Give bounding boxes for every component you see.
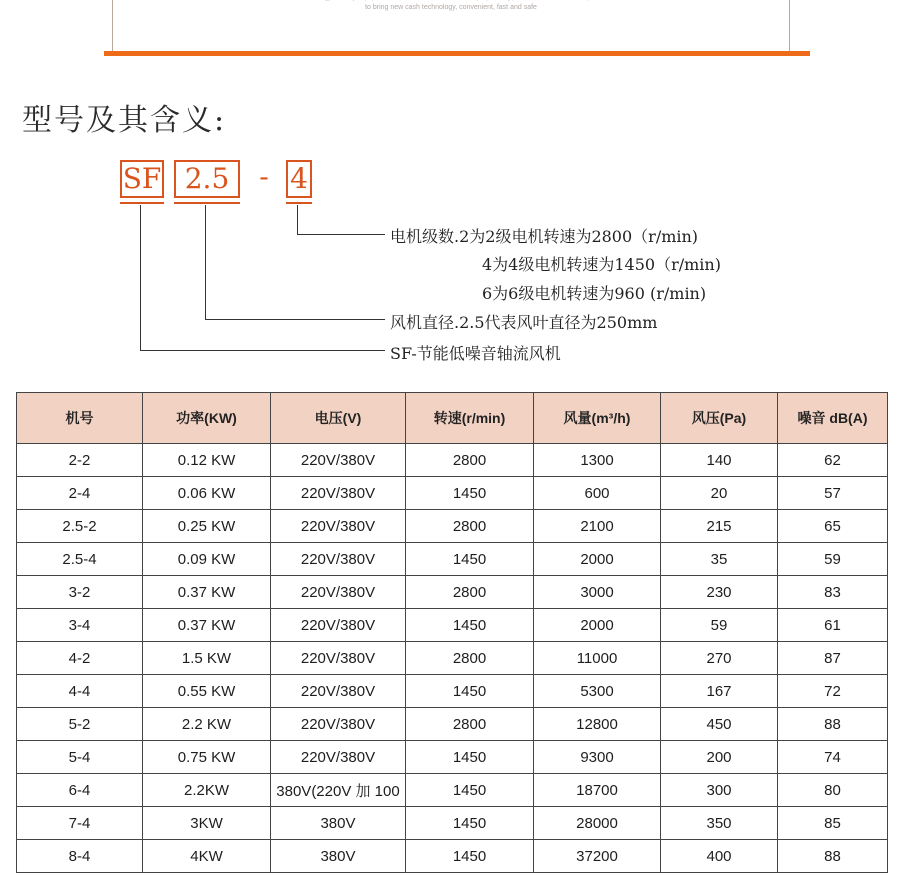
table-row xyxy=(17,741,888,774)
cell-model: 2-2 xyxy=(17,444,143,477)
table-row xyxy=(17,774,888,807)
cell-power: 2.2 KW xyxy=(143,708,271,741)
cell-voltage: 380V xyxy=(271,840,406,873)
cell-pressure: 20 xyxy=(661,477,778,510)
cell-noise: 87 xyxy=(778,642,888,675)
diameter-leader-horizontal xyxy=(205,319,385,320)
cell-airflow: 37200 xyxy=(534,840,661,873)
spec-table xyxy=(16,392,888,873)
cell-noise: 65 xyxy=(778,510,888,543)
cell-model: 3-2 xyxy=(17,576,143,609)
cell-airflow: 1300 xyxy=(534,444,661,477)
cell-airflow: 12800 xyxy=(534,708,661,741)
model-code-poles: 4 xyxy=(286,160,312,198)
header-power: 功率(KW) xyxy=(143,393,271,444)
cell-pressure: 450 xyxy=(661,708,778,741)
cell-voltage: 220V/380V xyxy=(271,444,406,477)
cell-power: 0.25 KW xyxy=(143,510,271,543)
cell-noise: 62 xyxy=(778,444,888,477)
table-row xyxy=(17,609,888,642)
table-row xyxy=(17,807,888,840)
cell-power: 4KW xyxy=(143,840,271,873)
cell-speed: 2800 xyxy=(406,510,534,543)
cell-power: 0.37 KW xyxy=(143,576,271,609)
header-speed: 转速(r/min) xyxy=(406,393,534,444)
cell-speed: 1450 xyxy=(406,807,534,840)
cell-model: 3-4 xyxy=(17,609,143,642)
cell-pressure: 300 xyxy=(661,774,778,807)
cell-airflow: 3000 xyxy=(534,576,661,609)
table-row xyxy=(17,444,888,477)
cell-pressure: 215 xyxy=(661,510,778,543)
cell-model: 8-4 xyxy=(17,840,143,873)
cell-airflow: 9300 xyxy=(534,741,661,774)
table-row xyxy=(17,675,888,708)
cell-speed: 1450 xyxy=(406,774,534,807)
cell-model: 6-4 xyxy=(17,774,143,807)
table-row xyxy=(17,840,888,873)
cell-speed: 1450 xyxy=(406,840,534,873)
cell-power: 0.09 KW xyxy=(143,543,271,576)
table-row xyxy=(17,708,888,741)
series-annotation: SF-节能低噪音轴流风机 xyxy=(390,344,561,363)
table-row xyxy=(17,510,888,543)
cell-airflow: 2000 xyxy=(534,609,661,642)
section-title: 型号及其含义: xyxy=(22,103,227,138)
cell-pressure: 200 xyxy=(661,741,778,774)
cell-pressure: 230 xyxy=(661,576,778,609)
cell-airflow: 5300 xyxy=(534,675,661,708)
cell-power: 0.75 KW xyxy=(143,741,271,774)
poles-annotation-line3: 6为6级电机转速为960 (r/min) xyxy=(482,284,707,303)
cell-pressure: 400 xyxy=(661,840,778,873)
cell-noise: 88 xyxy=(778,840,888,873)
diameter-leader-vertical xyxy=(205,205,206,320)
cell-noise: 72 xyxy=(778,675,888,708)
banner-frame xyxy=(112,0,790,52)
cell-voltage: 220V/380V xyxy=(271,543,406,576)
table-row xyxy=(17,477,888,510)
cell-model: 5-2 xyxy=(17,708,143,741)
cell-voltage: 220V/380V xyxy=(271,477,406,510)
cell-speed: 2800 xyxy=(406,444,534,477)
cell-model: 5-4 xyxy=(17,741,143,774)
table-row xyxy=(17,543,888,576)
cell-speed: 1450 xyxy=(406,477,534,510)
cell-voltage: 380V(220V 加 100 xyxy=(271,774,406,807)
series-leader-horizontal xyxy=(140,350,385,351)
poles-leader-horizontal xyxy=(297,234,385,235)
cell-noise: 61 xyxy=(778,609,888,642)
cell-noise: 59 xyxy=(778,543,888,576)
table-row xyxy=(17,642,888,675)
poles-leader-vertical xyxy=(297,205,298,235)
cell-pressure: 59 xyxy=(661,609,778,642)
series-underline xyxy=(120,202,164,204)
cell-voltage: 220V/380V xyxy=(271,642,406,675)
cell-pressure: 140 xyxy=(661,444,778,477)
cell-model: 2-4 xyxy=(17,477,143,510)
table-row xyxy=(17,576,888,609)
cell-noise: 57 xyxy=(778,477,888,510)
model-code-diameter: 2.5 xyxy=(174,160,240,198)
cell-noise: 83 xyxy=(778,576,888,609)
banner-text-line2: to bring new cash technology, convenient, fast and safe xyxy=(365,4,537,11)
cell-noise: 88 xyxy=(778,708,888,741)
cell-model: 4-4 xyxy=(17,675,143,708)
cell-model: 2.5-2 xyxy=(17,510,143,543)
cell-voltage: 220V/380V xyxy=(271,741,406,774)
cell-airflow: 600 xyxy=(534,477,661,510)
cell-voltage: 220V/380V xyxy=(271,609,406,642)
poles-underline xyxy=(286,202,312,204)
cell-power: 0.55 KW xyxy=(143,675,271,708)
cell-pressure: 350 xyxy=(661,807,778,840)
cell-power: 0.06 KW xyxy=(143,477,271,510)
poles-annotation-line1: 电机级数.2为2级电机转速为2800（r/min) xyxy=(390,227,699,246)
cell-pressure: 270 xyxy=(661,642,778,675)
cell-power: 2.2KW xyxy=(143,774,271,807)
cell-airflow: 2100 xyxy=(534,510,661,543)
cell-speed: 1450 xyxy=(406,543,534,576)
cell-voltage: 380V xyxy=(271,807,406,840)
model-code-separator: - xyxy=(259,160,269,193)
cell-power: 3KW xyxy=(143,807,271,840)
cell-power: 0.12 KW xyxy=(143,444,271,477)
cell-voltage: 220V/380V xyxy=(271,708,406,741)
banner-accent-bar xyxy=(104,51,810,56)
series-leader-vertical xyxy=(140,205,141,351)
cell-speed: 2800 xyxy=(406,708,534,741)
banner-text-line1 xyxy=(113,0,789,1)
cell-model: 2.5-4 xyxy=(17,543,143,576)
diameter-underline xyxy=(174,202,240,204)
table-header-row xyxy=(17,393,888,444)
model-code-series: SF xyxy=(120,160,164,198)
header-noise: 噪音 dB(A) xyxy=(778,393,888,444)
cell-voltage: 220V/380V xyxy=(271,510,406,543)
header-airflow: 风量(m³/h) xyxy=(534,393,661,444)
poles-annotation-line2: 4为4级电机转速为1450（r/min) xyxy=(482,255,721,274)
cell-power: 1.5 KW xyxy=(143,642,271,675)
table-body xyxy=(17,444,888,873)
cell-voltage: 220V/380V xyxy=(271,576,406,609)
cell-noise: 85 xyxy=(778,807,888,840)
cell-speed: 1450 xyxy=(406,675,534,708)
cell-airflow: 28000 xyxy=(534,807,661,840)
cell-speed: 1450 xyxy=(406,741,534,774)
cell-pressure: 167 xyxy=(661,675,778,708)
cell-airflow: 11000 xyxy=(534,642,661,675)
cell-speed: 1450 xyxy=(406,609,534,642)
cell-airflow: 18700 xyxy=(534,774,661,807)
header-model: 机号 xyxy=(17,393,143,444)
cell-noise: 80 xyxy=(778,774,888,807)
cell-power: 0.37 KW xyxy=(143,609,271,642)
cell-noise: 74 xyxy=(778,741,888,774)
cell-model: 7-4 xyxy=(17,807,143,840)
cell-voltage: 220V/380V xyxy=(271,675,406,708)
cell-speed: 2800 xyxy=(406,642,534,675)
cell-airflow: 2000 xyxy=(534,543,661,576)
cell-pressure: 35 xyxy=(661,543,778,576)
header-voltage: 电压(V) xyxy=(271,393,406,444)
header-pressure: 风压(Pa) xyxy=(661,393,778,444)
cell-model: 4-2 xyxy=(17,642,143,675)
diameter-annotation: 风机直径.2.5代表风叶直径为250mm xyxy=(390,313,658,332)
cell-speed: 2800 xyxy=(406,576,534,609)
